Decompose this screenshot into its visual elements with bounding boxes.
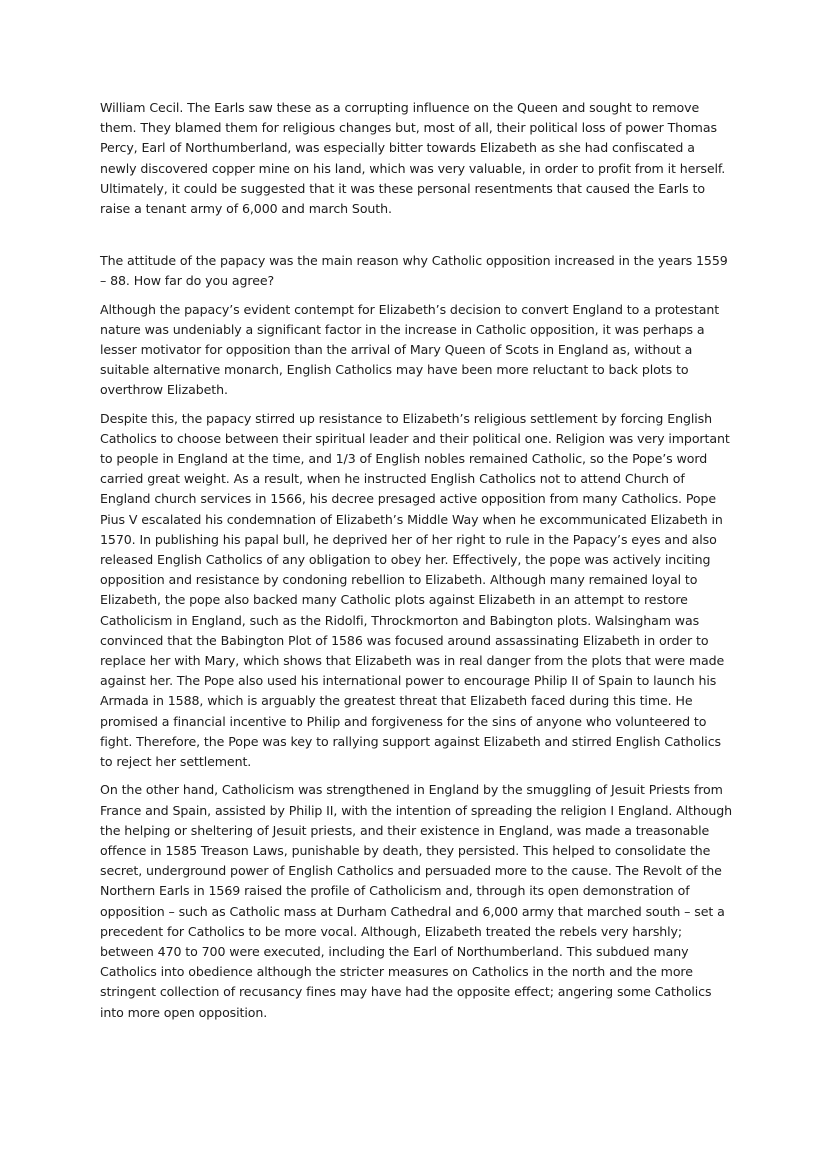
document-page [100,98,734,1031]
paragraph-earls-resentment: William Cecil. The Earls saw these as a corrupting influence on the Queen and sought to remove them. They blamed them for religious changes but, most of all, their political loss of power Thomas Percy, Earl of Northumberland, was especially bitter towards Elizabeth as she had confiscated a newly discovered copper mine on his land, which was very valuable, in order to profit from it herself. Ultimately, it could be suggested that it was these personal resentments that caused the Earls to raise a tenant army of 6,000 and march South. [100,100,726,217]
paragraph-introduction: Although the papacy’s evident contempt for Elizabeth’s decision to convert England to a protestant nature was undeniably a significant factor in the increase in Catholic opposition, it was perhaps a lesser motivator for opposition than the arrival of Mary Queen of Scots in England as, without a suitable alternative monarch, English Catholics may have been more reluctant to back plots to overthrow Elizabeth. [100,301,720,398]
paragraph-jesuits-and-revolt: On the other hand, Catholicism was strengthened in England by the smuggling of Jesuit Priests from France and Spain, assisted by Philip II, with the intention of spreading the religion I England. Although the helping or sheltering of Jesuit priests, and their existence in England, was made a treasonable offence in 1585 Treason Laws, punishable by death, they persisted. This helped to consolidate the secret, underground power of English Catholics and persuaded more to the cause. The Revolt of the Northern Earls in 1569 raised the profile of Catholicism and, through its open demonstration of opposition – such as Catholic mass at Durham Cathedral and 6,000 army that marched south – set a precedent for Catholics to be more vocal. Although, Elizabeth treated the rebels very harshly; between 470 to 700 were executed, including the Earl of Northumberland. This subdued many Catholics into obedience although the stricter measures on Catholics in the north and the more stringent collection of recusancy fines may have had the opposite effect; angering some Catholics into more open opposition. [100,782,733,1020]
paragraph-papacy: Despite this, the papacy stirred up resistance to Elizabeth’s religious settlement by forcing English Catholics to choose between their spiritual leader and their political one. Religion was very important to people in England at the time, and 1/3 of English nobles remained Catholic, so the Pope’s word carried great weight. As a result, when he instructed English Catholics not to attend Church of England church services in 1566, his decree presaged active opposition from many Catholics. Pope Pius V escalated his condemnation of Elizabeth’s Middle Way when he excommunicated Elizabeth in 1570. In publishing his papal bull, he deprived her of her right to rule in the Papacy’s eyes and also released English Catholics of any obligation to obey her. Effectively, the pope was actively inciting opposition and resistance by condoning rebellion to Elizabeth. Although many remained loyal to Elizabeth, the pope also backed many Catholic plots against Elizabeth in an attempt to restore Catholicism in England, such as the Ridolfi, Throckmorton and Babington plots. Walsingham was convinced that the Babington Plot of 1586 was focused around assassinating Elizabeth in order to replace her with Mary, which shows that Elizabeth was in real danger from the plots that were made against her. The Pope also used his international power to encourage Philip II of Spain to launch his Armada in 1588, which is arguably the greatest threat that Elizabeth faced during this time. He promised a financial incentive to Philip and forgiveness for the sins of anyone who volunteered to fight. Therefore, the Pope was key to rallying support against Elizabeth and stirred English Catholics to reject her settlement. [100,410,730,770]
essay-question: The attitude of the papacy was the main reason why Catholic opposition increased in the years 1559 – 88. How far do you agree? [100,253,728,289]
